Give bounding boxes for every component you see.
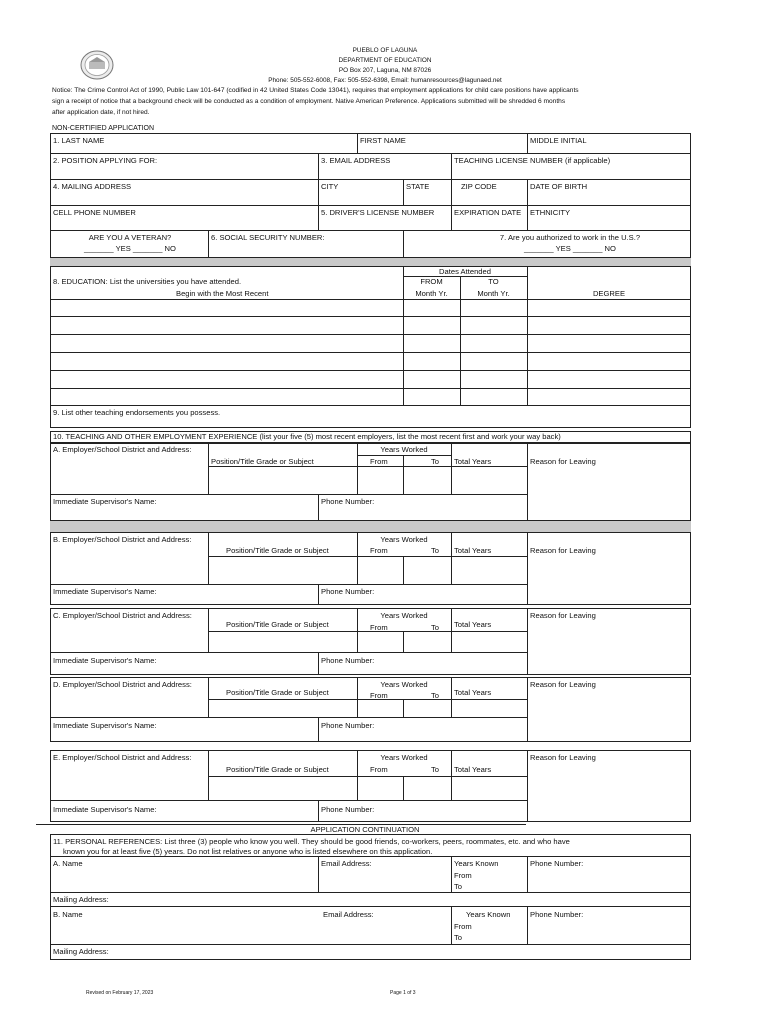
supervisor-label: Immediate Supervisor's Name: [53,805,157,814]
years-to-label: To [431,457,440,466]
reference-b-mailing-label: Mailing Address: [53,947,109,956]
reference-b-years-known-label: Years Known [466,910,511,919]
phone-number-label: Phone Number: [321,587,375,596]
reason-for-leaving-label: Reason for Leaving [530,546,596,555]
veteran-label: ARE YOU A VETERAN? [88,233,172,242]
email-label: 3. EMAIL ADDRESS [321,156,391,165]
last-name-label: 1. LAST NAME [53,136,105,145]
years-to-label: To [431,546,440,555]
reason-for-leaving-label: Reason for Leaving [530,611,596,620]
employer-e-label: E. Employer/School District and Address: [53,753,192,762]
employer-d-label: D. Employer/School District and Address: [53,680,192,689]
references-instructions-line-2: known you for at least five (5) years. Do not list relatives or anyone who is listed elsewhere on this application. [63,847,433,856]
revised-date: Revised on February 17, 2023 [86,990,154,996]
degree-label: DEGREE [592,289,626,298]
employer-b-label: B. Employer/School District and Address: [53,535,192,544]
header-address: PO Box 207, Laguna, NM 87026 [338,67,432,74]
position-title-label: Position/Title Grade or Subject [211,457,314,466]
position-label: 2. POSITION APPLYING FOR: [53,156,158,165]
years-from-label: From [370,691,388,700]
notice-line-3: after application date, if not hired. [52,109,150,116]
teaching-license-label: TEACHING LICENSE NUMBER (if applicable) [454,156,611,165]
reference-a-years-known-label: Years Known [454,859,499,868]
years-worked-label: Years Worked [380,680,428,689]
form-type-label: NON-CERTIFIED APPLICATION [52,125,155,132]
supervisor-label: Immediate Supervisor's Name: [53,587,157,596]
employer-c-label: C. Employer/School District and Address: [53,611,192,620]
reference-a-mailing-label: Mailing Address: [53,895,109,904]
ssn-label: 6. SOCIAL SECURITY NUMBER: [211,233,325,242]
middle-initial-label: MIDDLE INITIAL [530,136,587,145]
years-from-label: From [370,623,388,632]
years-from-label: From [370,546,388,555]
reason-for-leaving-label: Reason for Leaving [530,753,596,762]
education-label: 8. EDUCATION: List the universities you have attended. [53,277,242,286]
city-label: CITY [321,182,339,191]
mailing-address-label: 4. MAILING ADDRESS [53,182,132,191]
education-from-label: FROM [420,277,443,286]
position-title-label: Position/Title Grade or Subject [226,546,329,555]
notice-line-2: sign a receipt of notice that a background check will be conducted as a condition of employment. Native American Preference. Applications submitted will be shredded 6 months [52,98,566,105]
years-from-label: From [370,765,388,774]
supervisor-label: Immediate Supervisor's Name: [53,656,157,665]
reference-a-email-label: Email Address: [321,859,372,868]
education-sub-label: Begin with the Most Recent [176,289,269,298]
reference-a-name-label: A. Name [53,859,83,868]
reason-for-leaving-label: Reason for Leaving [530,457,596,466]
years-worked-label: Years Worked [380,445,428,454]
section-divider [50,521,691,532]
total-years-label: Total Years [454,546,492,555]
work-authorized-options: _______ YES _______ NO [524,244,616,253]
supervisor-label: Immediate Supervisor's Name: [53,721,157,730]
header-contact: Phone: 505-552-6008, Fax: 505-552-6398, Email: humanresources@lagunaed.net [268,77,502,84]
zip-code-label: ZIP CODE [461,182,497,191]
reason-for-leaving-label: Reason for Leaving [530,680,596,689]
page-number: Page 1 of 3 [390,990,416,996]
first-name-label: FIRST NAME [360,136,406,145]
phone-number-label: Phone Number: [321,497,375,506]
phone-number-label: Phone Number: [321,656,375,665]
position-title-label: Position/Title Grade or Subject [226,765,329,774]
reference-a-to-label: To [454,882,463,891]
reference-b-email-label: Email Address: [323,910,374,919]
application-continuation-title: APPLICATION CONTINUATION [310,825,420,834]
work-authorized-label: 7. Are you authorized to work in the U.S.? [499,233,641,242]
total-years-label: Total Years [454,688,492,697]
years-to-label: To [431,691,440,700]
references-instructions-line-1: 11. PERSONAL REFERENCES: List three (3) people who know you well. They should be good friends, co-workers, peers, roommates, etc. and who have [53,837,570,846]
drivers-license-label: 5. DRIVER'S LICENSE NUMBER [321,208,435,217]
years-worked-label: Years Worked [380,611,428,620]
reference-a-phone-label: Phone Number: [530,859,584,868]
years-worked-label: Years Worked [380,535,428,544]
reference-b-phone-label: Phone Number: [530,910,584,919]
years-worked-label: Years Worked [380,753,428,762]
date-of-birth-label: DATE OF BIRTH [530,182,588,191]
total-years-label: Total Years [454,620,492,629]
reference-a-from-label: From [454,871,472,880]
total-years-label: Total Years [454,765,492,774]
reference-b-name-label: B. Name [53,910,83,919]
section-divider [50,258,691,266]
years-to-label: To [431,623,440,632]
cell-phone-label: CELL PHONE NUMBER [53,208,136,217]
years-to-label: To [431,765,440,774]
reference-b-to-label: To [454,933,463,942]
endorsements-label: 9. List other teaching endorsements you possess. [53,408,221,417]
dates-attended-label: Dates Attended [439,267,491,276]
phone-number-label: Phone Number: [321,721,375,730]
employer-a-label: A. Employer/School District and Address: [53,445,192,454]
state-label: STATE [406,182,430,191]
total-years-label: Total Years [454,457,492,466]
position-title-label: Position/Title Grade or Subject [226,620,329,629]
position-title-label: Position/Title Grade or Subject [226,688,329,697]
header-pueblo: PUEBLO OF LAGUNA [352,47,418,54]
header-department: DEPARTMENT OF EDUCATION [338,57,432,64]
from-month-year-label: Month Yr. [415,289,448,298]
supervisor-label: Immediate Supervisor's Name: [53,497,157,506]
reference-b-from-label: From [454,922,472,931]
years-from-label: From [370,457,388,466]
experience-title: 10. TEACHING AND OTHER EMPLOYMENT EXPERIENCE (list your five (5) most recent employers, list the most recent first and work your way back) [53,432,561,441]
notice-line-1: Notice: The Crime Control Act of 1990, Public Law 101-647 (codified in 42 United States Code 13041), requires that employment applications for child care positions have applicants [52,87,579,94]
phone-number-label: Phone Number: [321,805,375,814]
veteran-options: _______ YES _______ NO [84,244,176,253]
expiration-date-label: EXPIRATION DATE [454,208,522,217]
education-to-label: TO [488,277,499,286]
to-month-year-label: Month Yr. [477,289,510,298]
ethnicity-label: ETHNICITY [530,208,571,217]
